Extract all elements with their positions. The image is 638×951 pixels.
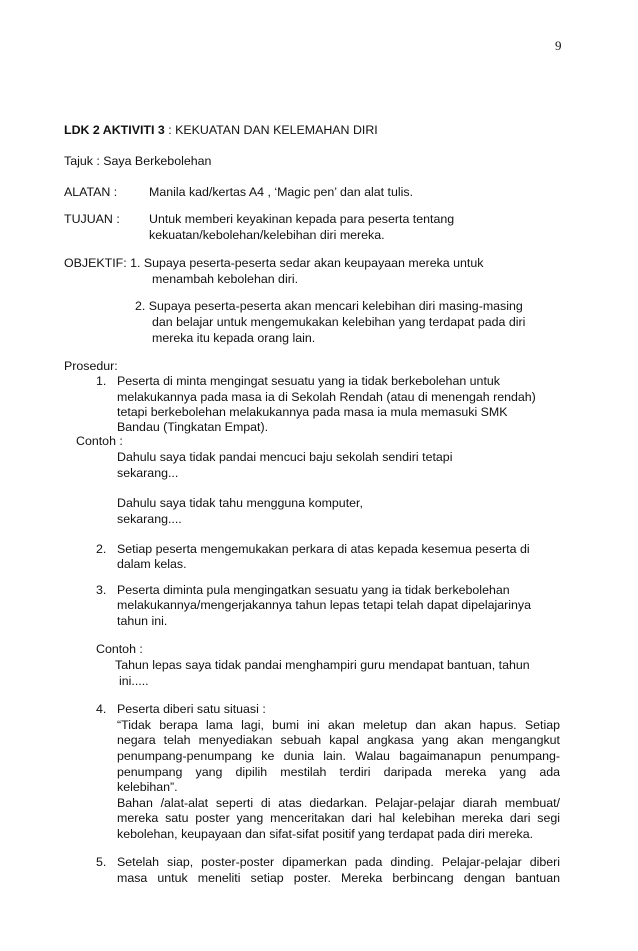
step-line: melakukannya/mengerjakannya tahun lepas tetapi telah dapat dipelajarinya — [117, 598, 531, 612]
step-line: Setiap peserta mengemukakan perkara di atas kepada kesemua peserta di — [117, 542, 530, 556]
contoh-line: ini..... — [119, 674, 149, 688]
objektif-item-2: dan belajar untuk mengemukakan kelebihan yang terdapat pada diri — [152, 315, 526, 329]
contoh-label: Contoh : — [96, 642, 143, 656]
step-line: “Tidak berapa lama lagi, bumi ini akan meletup dan akan hapus. Setiap — [117, 718, 560, 732]
step-line: dalam kelas. — [117, 557, 187, 571]
step-line: melakukannya pada masa ia di Sekolah Rendah (atau di menengah rendah) — [117, 390, 536, 404]
tujuan-line: Untuk memberi keyakinan kepada para peserta tentang — [149, 212, 455, 226]
step-line: penumpang-penumpang ke dunia lain. Walau bagaimanapun penumpang- — [117, 749, 560, 763]
prosedur-label: Prosedur: — [64, 359, 118, 373]
objektif-item-2: 2. Supaya peserta-peserta akan mencari kelebihan diri masing-masing — [135, 299, 523, 313]
step-line: tetapi berkebolehan melakukannya pada masa ia mula memasuki SMK — [117, 405, 508, 419]
step-line: Bahan /alat-alat seperti di atas diedarkan. Pelajar-pelajar diarah membuat/ — [117, 796, 560, 810]
step-line: negara telah menyediakan sebuah kapal angkasa yang akan mengangkut — [117, 733, 560, 747]
contoh-line: sekarang.... — [117, 512, 182, 526]
contoh-line: Dahulu saya tidak tahu mengguna komputer, — [117, 496, 363, 510]
step-line: penumpang yang dipilih mestilah terdiri daripada mereka yang ada — [117, 765, 560, 779]
step-number: 2. — [96, 542, 107, 556]
activity-code: LDK 2 AKTIVITI 3 — [64, 123, 165, 137]
contoh-line: Dahulu saya tidak pandai mencuci baju sekolah sendiri tetapi — [117, 450, 453, 464]
contoh-line: Tahun lepas saya tidak pandai menghampiri guru mendapat bantuan, tahun — [115, 658, 530, 672]
step-line: Peserta diminta pula mengingatkan sesuatu yang ia tidak berkebolehan — [117, 583, 510, 597]
tujuan-label: TUJUAN : — [64, 212, 120, 226]
step-line: mereka satu poster yang menceritakan dari hal kelebihan mereka dari segi — [117, 811, 560, 825]
alatan-text: Manila kad/kertas A4 , ‘Magic pen’ dan alat tulis. — [149, 185, 414, 199]
contoh-line: sekarang... — [117, 466, 179, 480]
tujuan-line: kekuatan/kebolehan/kelebihan diri mereka. — [149, 228, 385, 242]
contoh-label: Contoh : — [76, 434, 123, 448]
alatan-label: ALATAN : — [64, 185, 118, 199]
page-number: 9 — [555, 38, 562, 53]
step-line: Peserta di minta mengingat sesuatu yang ia tidak berkebolehan untuk — [117, 374, 500, 388]
step-line: kelebihan”. — [117, 780, 178, 794]
activity-title: : KEKUATAN DAN KELEMAHAN DIRI — [164, 123, 378, 137]
step-number: 4. — [96, 702, 107, 716]
step-line: kebolehan, keupayaan dan sifat-sifat positif yang terdapat pada diri mereka. — [117, 827, 534, 841]
tajuk-line: Tajuk : Saya Berkebolehan — [64, 154, 212, 168]
step-number: 1. — [96, 374, 107, 388]
step-line: Setelah siap, poster-poster dipamerkan pada dinding. Pelajar-pelajar diberi — [117, 855, 560, 869]
objektif-line: OBJEKTIF: 1. Supaya peserta-peserta sedar akan keupayaan mereka untuk — [64, 256, 484, 270]
step-number: 5. — [96, 855, 107, 869]
activity-heading — [64, 123, 378, 138]
step-line: Peserta diberi satu situasi : — [117, 702, 266, 716]
step-line: tahun ini. — [117, 614, 168, 628]
step-line: masa untuk meneliti setiap poster. Mereka berbincang dengan bantuan — [117, 871, 560, 885]
objektif-line: menambah kebolehan diri. — [152, 272, 299, 286]
objektif-item-2: mereka itu kepada orang lain. — [152, 331, 316, 345]
step-line: Bandau (Tingkatan Empat). — [117, 420, 269, 434]
step-number: 3. — [96, 583, 107, 597]
